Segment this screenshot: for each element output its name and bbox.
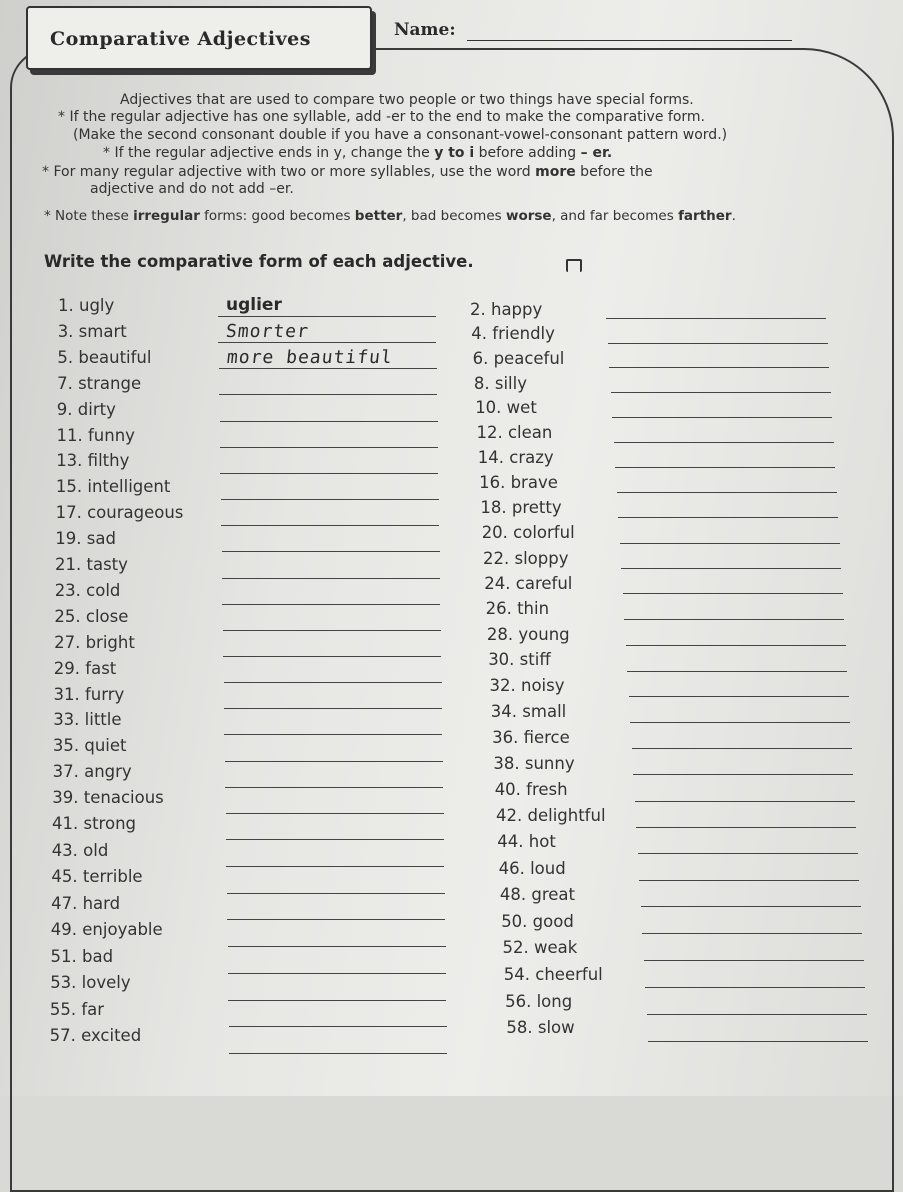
instruction-rule-three-cont: adjective and do not add –er. xyxy=(90,181,294,197)
left-item-label: 19. sad xyxy=(55,529,116,549)
left-answer-line[interactable] xyxy=(225,787,443,788)
right-item-label: 50. good xyxy=(501,911,574,931)
right-answer-line[interactable] xyxy=(627,671,847,672)
right-item-label: 22. sloppy xyxy=(483,548,569,568)
right-item-label: 16. brave xyxy=(479,473,558,492)
left-item-label: 15. intelligent xyxy=(55,477,171,497)
left-answer-line[interactable] xyxy=(218,316,436,317)
left-item-label: 17. courageous xyxy=(55,503,184,523)
right-answer-line[interactable] xyxy=(630,722,850,723)
right-item-label: 8. silly xyxy=(473,373,527,393)
right-answer-line[interactable] xyxy=(614,442,834,443)
left-item-label: 23. cold xyxy=(54,580,121,600)
right-answer-line[interactable] xyxy=(624,619,844,620)
right-item-label: 42. delightful xyxy=(496,806,606,825)
right-answer-line[interactable] xyxy=(612,417,832,418)
right-item-label: 32. noisy xyxy=(489,676,565,696)
left-answer-line[interactable] xyxy=(222,551,440,552)
left-answer-line[interactable] xyxy=(228,1000,446,1001)
left-answer-line[interactable] xyxy=(221,499,439,500)
left-answer-line[interactable] xyxy=(224,682,442,683)
name-label: Name: xyxy=(394,20,456,40)
title-box xyxy=(26,6,372,70)
right-item-label: 10. wet xyxy=(475,398,537,418)
left-item-label: 35. quiet xyxy=(52,736,127,756)
left-answer-line[interactable] xyxy=(229,1053,447,1054)
left-item-label: 29. fast xyxy=(53,658,117,678)
right-answer-line[interactable] xyxy=(645,987,865,988)
left-item-label: 55. far xyxy=(49,999,105,1019)
right-answer-line[interactable] xyxy=(620,543,840,544)
left-answer-line[interactable] xyxy=(224,734,442,735)
right-item-label: 4. friendly xyxy=(471,324,555,344)
left-item-label: 41. strong xyxy=(52,814,136,833)
left-item-label: 43. old xyxy=(51,840,109,860)
right-answer-line[interactable] xyxy=(629,696,849,697)
instruction-rule-four: * Note these irregular forms: good becomes better, bad becomes worse, and far becomes farther. xyxy=(44,208,736,224)
right-answer-line[interactable] xyxy=(644,960,864,961)
left-answer-line[interactable] xyxy=(229,1026,447,1027)
left-answer-line[interactable] xyxy=(226,839,444,840)
left-item-label: 13. filthy xyxy=(56,451,130,471)
left-item-label: 7. strange xyxy=(57,373,142,393)
exercise-heading: Write the comparative form of each adjective. xyxy=(44,252,474,271)
left-item-label: 1. ugly xyxy=(58,296,115,315)
right-item-label: 38. sunny xyxy=(493,753,575,773)
left-answer-text: uglier xyxy=(226,295,282,315)
instruction-intro: Adjectives that are used to compare two people or two things have special forms. xyxy=(120,92,694,108)
right-answer-line[interactable] xyxy=(633,774,853,775)
instruction-rule-one-note: (Make the second consonant double if you have a consonant-vowel-consonant pattern word.) xyxy=(73,127,728,143)
right-item-label: 24. careful xyxy=(484,573,573,593)
right-item-label: 2. happy xyxy=(470,300,543,319)
left-item-label: 21. tasty xyxy=(55,555,128,574)
right-answer-line[interactable] xyxy=(606,318,826,319)
left-answer-text: Smorter xyxy=(225,320,311,342)
left-answer-line[interactable] xyxy=(227,893,445,894)
left-answer-line[interactable] xyxy=(222,604,440,605)
right-item-label: 30. stiff xyxy=(488,650,551,670)
left-answer-line[interactable] xyxy=(220,447,438,448)
right-item-label: 12. clean xyxy=(476,423,553,443)
right-answer-line[interactable] xyxy=(626,645,846,646)
right-answer-line[interactable] xyxy=(623,593,843,594)
right-item-label: 36. fierce xyxy=(492,727,570,747)
left-answer-line[interactable] xyxy=(226,813,444,814)
left-item-label: 9. dirty xyxy=(56,399,116,419)
left-item-label: 51. bad xyxy=(50,946,114,966)
page-title: Comparative Adjectives xyxy=(50,28,311,50)
right-item-label: 56. long xyxy=(505,991,573,1011)
left-answer-line[interactable] xyxy=(228,973,446,974)
left-answer-line[interactable] xyxy=(226,866,444,867)
right-answer-line[interactable] xyxy=(608,343,828,344)
right-answer-line[interactable] xyxy=(621,568,841,569)
right-answer-line[interactable] xyxy=(635,801,855,802)
right-answer-line[interactable] xyxy=(648,1041,868,1042)
left-answer-line[interactable] xyxy=(222,578,440,579)
left-item-label: 5. beautiful xyxy=(57,347,152,367)
right-item-label: 52. weak xyxy=(502,938,578,958)
name-field[interactable] xyxy=(467,40,792,41)
right-answer-line[interactable] xyxy=(618,517,838,518)
right-item-label: 18. pretty xyxy=(480,498,562,518)
right-item-label: 6. peaceful xyxy=(472,348,565,368)
right-answer-line[interactable] xyxy=(647,1014,867,1015)
instruction-rule-one: * If the regular adjective has one syllable, add -er to the end to make the comparative form. xyxy=(58,109,705,125)
left-answer-line[interactable] xyxy=(227,919,445,920)
left-answer-line[interactable] xyxy=(228,946,446,947)
left-answer-line[interactable] xyxy=(220,473,438,474)
right-item-label: 54. cheerful xyxy=(503,964,603,984)
left-answer-line[interactable] xyxy=(220,421,438,422)
right-answer-line[interactable] xyxy=(642,933,862,934)
left-item-label: 45. terrible xyxy=(51,867,143,886)
right-answer-line[interactable] xyxy=(617,492,837,493)
left-item-label: 33. little xyxy=(53,710,122,730)
left-item-label: 31. furry xyxy=(53,684,125,704)
left-item-label: 47. hard xyxy=(51,893,121,913)
right-item-label: 34. small xyxy=(490,701,567,721)
left-answer-line[interactable] xyxy=(223,656,441,657)
right-answer-line[interactable] xyxy=(639,880,859,881)
left-answer-line[interactable] xyxy=(221,525,439,526)
right-item-label: 20. colorful xyxy=(481,523,575,543)
left-answer-text: more beautiful xyxy=(225,346,394,368)
right-item-label: 28. young xyxy=(486,624,570,644)
left-answer-line[interactable] xyxy=(218,342,436,343)
right-answer-line[interactable] xyxy=(632,748,852,749)
left-item-label: 53. lovely xyxy=(50,973,131,992)
left-item-label: 49. enjoyable xyxy=(50,920,163,939)
right-item-label: 58. slow xyxy=(506,1018,575,1038)
left-item-label: 39. tenacious xyxy=(52,788,164,808)
left-answer-line[interactable] xyxy=(225,761,443,762)
left-answer-line[interactable] xyxy=(219,394,437,395)
right-item-label: 44. hot xyxy=(497,832,556,852)
right-item-label: 40. fresh xyxy=(494,779,568,799)
left-answer-line[interactable] xyxy=(223,630,441,631)
left-item-label: 25. close xyxy=(54,606,129,626)
right-answer-line[interactable] xyxy=(609,367,829,368)
left-answer-line[interactable] xyxy=(219,368,437,369)
right-answer-line[interactable] xyxy=(611,392,831,393)
right-answer-line[interactable] xyxy=(615,467,835,468)
instruction-rule-two: * If the regular adjective ends in y, change the y to i before adding – er. xyxy=(103,145,613,161)
left-answer-line[interactable] xyxy=(224,708,442,709)
right-answer-line[interactable] xyxy=(641,906,861,907)
right-answer-line[interactable] xyxy=(638,853,858,854)
right-answer-line[interactable] xyxy=(636,827,856,828)
left-item-label: 3. smart xyxy=(57,321,127,341)
left-item-label: 11. funny xyxy=(56,425,135,445)
checkbox-icon xyxy=(566,259,582,272)
right-item-label: 14. crazy xyxy=(477,448,554,468)
left-item-label: 37. angry xyxy=(52,762,132,782)
right-item-label: 48. great xyxy=(499,885,576,904)
instruction-rule-three: * For many regular adjective with two or more syllables, use the word more before the xyxy=(42,164,653,180)
right-item-label: 46. loud xyxy=(498,858,566,878)
left-item-label: 57. excited xyxy=(49,1026,142,1045)
left-item-label: 27. bright xyxy=(54,632,135,652)
right-item-label: 26. thin xyxy=(485,599,550,619)
